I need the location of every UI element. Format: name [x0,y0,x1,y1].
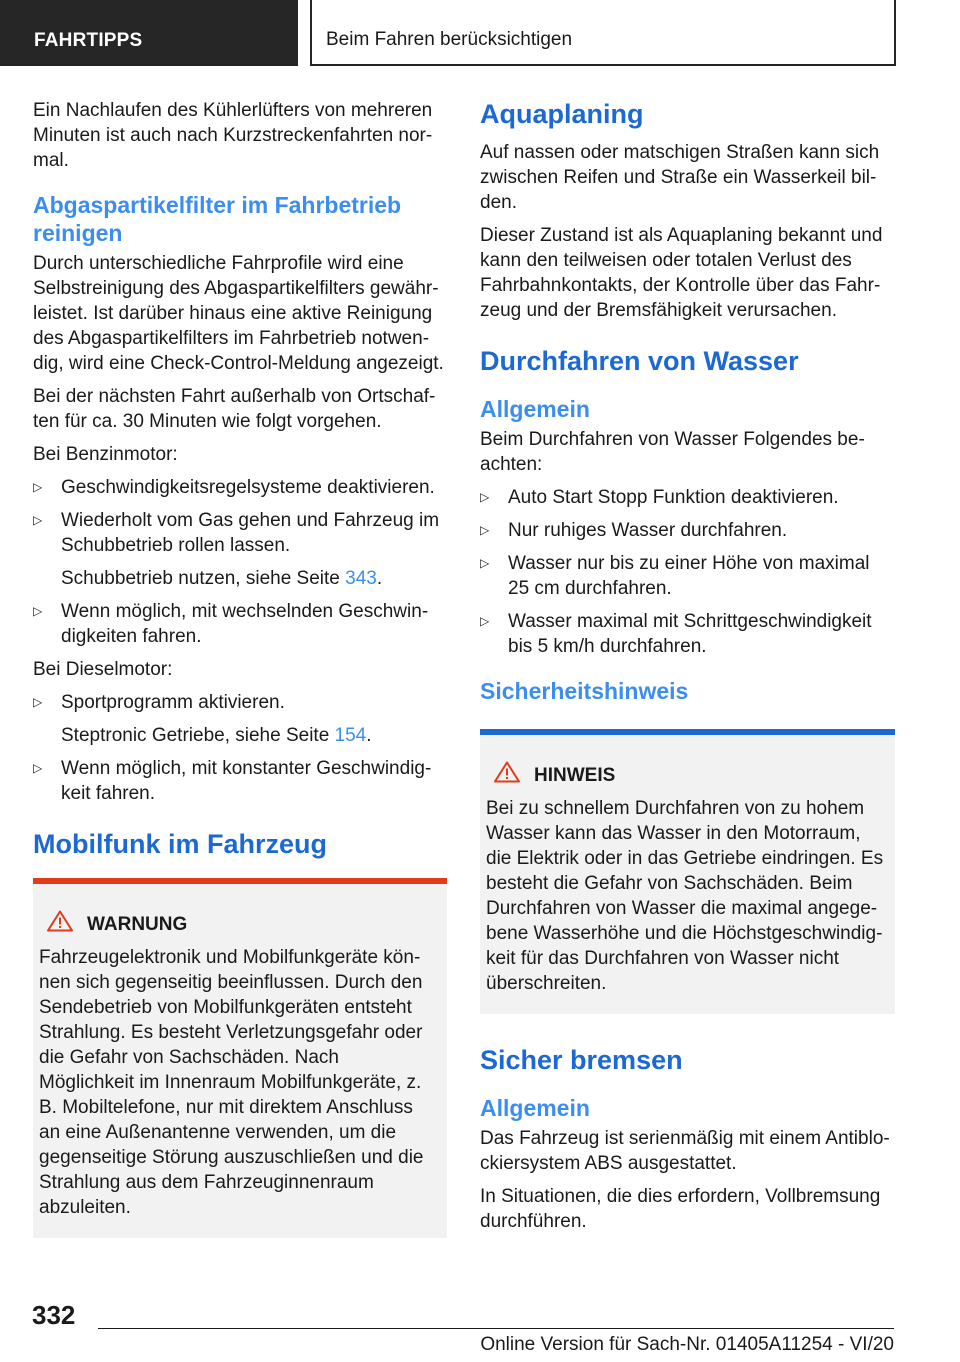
intro-paragraph: Ein Nachlaufen des Kühlerlüfters von mehreren Minuten ist auch nach Kurzstreckenfahrten normal. [33,100,433,171]
triangle-bullet-icon: ▷ [33,480,43,494]
page-link-154[interactable]: 154 [334,725,367,746]
aqua-paragraph-2: Dieser Zustand ist als Aquaplaning bekannt und kann den teilweisen oder totalen Verlust des Fahrbahnkontakts, der Kontrolle über das Fahrzeug und der Bremsfähigkeit verursachen. [480,225,883,321]
filter-paragraph-1: Durch unterschiedliche Fahrprofile wird eine Selbstreinigung des Abgaspartikelfilters gewährleistet. Ist darüber hinaus eine aktive Reinigung des Abgaspartikelfilters im Fahrbetrieb notwendig, wird eine Check-Control-Meldung angezeigt. [33,253,444,374]
diesel-list [33,690,447,806]
warning-triangle-icon [47,910,73,939]
page-link-343[interactable]: 343 [345,568,377,589]
footer-rule [98,1328,894,1329]
triangle-bullet-icon: ▷ [33,513,43,527]
left-column [33,98,447,1248]
cross-reference: Steptronic Getriebe, siehe Seite 154. [61,725,372,746]
triangle-bullet-icon: ▷ [480,523,490,537]
list-item: ▷ Wenn möglich, mit konstanter Geschwindigkeit fahren. [33,758,432,804]
triangle-bullet-icon: ▷ [480,556,490,570]
list-item: ▷ Auto Start Stopp Funktion deaktivieren. [480,487,839,508]
right-column [480,98,895,1242]
triangle-bullet-icon: ▷ [480,490,490,504]
page-header [0,0,960,66]
footer-note: Online Version für Sach-Nr. 01405A11254 - VI/20 [480,1334,894,1355]
aqua-paragraph-1: Auf nassen oder matschigen Straßen kann sich zwischen Reifen und Straße ein Wasserkeil bilden. [480,142,880,213]
benzin-list [33,475,447,649]
page-footer [0,1290,960,1362]
heading-aquaplaning: Aquaplaning [480,99,644,129]
warning-triangle-icon [494,761,520,790]
list-item: ▷ Wasser nur bis zu einer Höhe von maximal 25 cm durchfahren. [480,553,870,599]
warning-box [33,878,447,1238]
brems-paragraph-1: Das Fahrzeug ist serienmäßig mit einem Antiblockiersystem ABS ausgestattet. [480,1128,890,1174]
note-title: HINWEIS [486,761,887,790]
note-text: Bei zu schnellem Durchfahren von zu hohem Wasser kann das Wasser in den Motorraum, die Elektrik oder in das Getriebe eindringen. Es besteht die Gefahr von Sachschäden. Beim Durchfahren von Wasser die maximal angegebene Wasserhöhe und die Höchstgeschwindigkeit für das Durchfahren von Wasser nicht überschreiten. [486,798,884,994]
benzin-label: Bei Benzinmotor: [33,444,178,465]
heading-sicherheitshinweis: Sicherheitshinweis [480,678,689,704]
list-item: ▷ Nur ruhiges Wasser durchfahren. [480,520,788,541]
heading-mobilfunk: Mobilfunk im Fahrzeug [33,829,327,859]
wasser-list [480,485,895,659]
triangle-bullet-icon: ▷ [33,761,43,775]
heading-allgemein-2: Allgemein [480,1095,590,1121]
heading-abgaspartikelfilter: Abgaspartikelfilter im Fahrbetrieb reinigen [33,192,402,246]
list-item: ▷ Wenn möglich, mit wechselnden Geschwindigkeiten fahren. [33,601,429,647]
diesel-label: Bei Dieselmotor: [33,659,173,680]
wasser-paragraph: Beim Durchfahren von Wasser Folgendes beachten: [480,429,865,475]
list-item: ▷ Wasser maximal mit Schrittgeschwindigkeit bis 5 km/h durchfahren. [480,611,872,657]
filter-paragraph-2: Bei der nächsten Fahrt außerhalb von Ortschaften für ca. 30 Minuten wie folgt vorgehen. [33,386,436,432]
heading-allgemein-1: Allgemein [480,396,590,422]
triangle-bullet-icon: ▷ [33,695,43,709]
warning-title: WARNUNG [39,910,439,939]
cross-reference: Schubbetrieb nutzen, siehe Seite 343. [61,568,383,589]
section-tab: FAHRTIPPS [0,0,298,66]
heading-durchfahren-wasser: Durchfahren von Wasser [480,346,799,376]
list-item: ▷ Geschwindigkeitsregelsysteme deaktivieren. [33,477,435,498]
triangle-bullet-icon: ▷ [480,614,490,628]
triangle-bullet-icon: ▷ [33,604,43,618]
brems-paragraph-2: In Situationen, die dies erfordern, Vollbremsung durchführen. [480,1186,881,1232]
heading-sicher-bremsen: Sicher bremsen [480,1045,683,1075]
note-box [480,729,895,1014]
list-item: ▷ Sportprogramm aktivieren. Steptronic Getriebe, siehe Seite 154. [33,690,447,748]
list-item: ▷ Wiederholt vom Gas gehen und Fahrzeug im Schubbetrieb rollen lassen. Schubbetrieb nutzen, siehe Seite 343. [33,508,447,591]
page-number: 332 [32,1300,76,1330]
chapter-title: Beim Fahren berücksichtigen [310,0,896,66]
warning-text: Fahrzeugelektronik und Mobilfunkgeräte können sich gegenseitig beeinflussen. Durch den Sendebetrieb von Mobilfunkgeräten entsteht Strahlung. Es besteht Verletzungsgefahr oder die Gefahr von Sachschäden. Nach Möglichkeit im Innenraum Mobilfunkgeräte, z. B. Mobiltelefone, nur mit direktem Anschluss an eine Außenantenne verwenden, um die gegenseitige Störung auszuschließen und die Strahlung aus dem Fahrzeuginnenraum abzuleiten. [39,947,424,1218]
